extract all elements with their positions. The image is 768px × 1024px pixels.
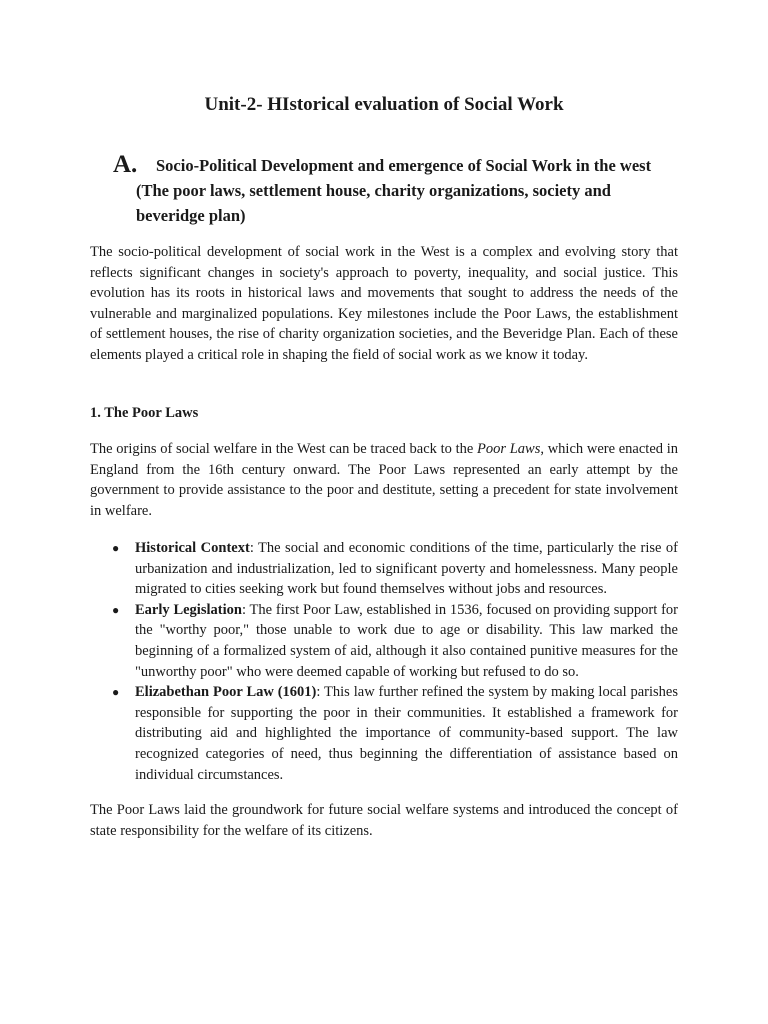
section-letter: A. bbox=[113, 151, 138, 178]
poor-laws-paragraph bbox=[90, 439, 678, 521]
closing-paragraph: The Poor Laws laid the groundwork for future social welfare systems and introduced the concept of state responsibility for the welfare of its citizens. bbox=[90, 802, 678, 839]
bullet-label: Early Legislation bbox=[135, 601, 242, 618]
unit-title: Unit-2- HIstorical evaluation of Social Work bbox=[204, 94, 564, 115]
bullet-icon: ● bbox=[112, 602, 120, 617]
bullet-text: : The first Poor Law, established in 1536, focused on providing support for the "worthy poor," those unable to work due to age or disability. This law marked the beginning of a formalized system of aid, although it also contained punitive measures for the "unworthy poor" who were deemed capable of working but refused to do so. bbox=[135, 601, 678, 680]
bullet-label: Elizabethan Poor Law (1601) bbox=[135, 684, 317, 701]
bullet-text: : The social and economic conditions of the time, particularly the rise of urbanization and industrialization, led to significant poverty and homelessness. Many people migrated to cities seeking work but found themselves without jobs and resources. bbox=[135, 540, 679, 598]
bullet-label: Historical Context bbox=[135, 540, 250, 556]
bullet-list bbox=[90, 538, 678, 785]
bullet-icon: ● bbox=[112, 541, 120, 555]
subsection-heading: 1. The Poor Laws bbox=[90, 405, 199, 421]
section-heading-text: Socio-Political Development and emergence of Social Work in the west (The poor laws, settlement house, charity organizations, society and beveridge plan) bbox=[136, 156, 652, 225]
bullet-text: : This law further refined the system by making local parishes responsible for supporting the poor in their communities. It established a framework for distributing aid and highlighted the importance of community-based support. The law recognized categories of need, thus beginning the differentiation of assistance based on individual circumstances. bbox=[135, 684, 679, 783]
intro-paragraph: The socio-political development of social work in the West is a complex and evolving story that reflects significant changes in society's approach to poverty, inequality, and social justice. This evolution has its roots in historical laws and movements that sought to address the needs of the vulnerable and marginalized populations. Key milestones include the Poor Laws, the establishment of settlement houses, the rise of charity organization societies, and the Beveridge Plan. Each of these elements played a critical role in shaping the field of social work as we know it today. bbox=[90, 244, 678, 363]
poor-laws-italic-term: Poor Laws bbox=[477, 441, 541, 457]
bullet-icon: ● bbox=[112, 685, 120, 700]
list-item bbox=[90, 600, 678, 682]
poor-laws-paragraph-before: The origins of social welfare in the West can be traced back to the bbox=[90, 441, 478, 457]
list-item bbox=[90, 682, 678, 785]
section-heading bbox=[113, 150, 673, 228]
list-item bbox=[90, 538, 678, 600]
poor-laws-paragraph-after: , which were enacted in England from the 16th century onward. The Poor Laws represented an early attempt by the government to provide assistance to the poor and destitute, setting a precedent for state involvement in welfare. bbox=[90, 441, 678, 519]
